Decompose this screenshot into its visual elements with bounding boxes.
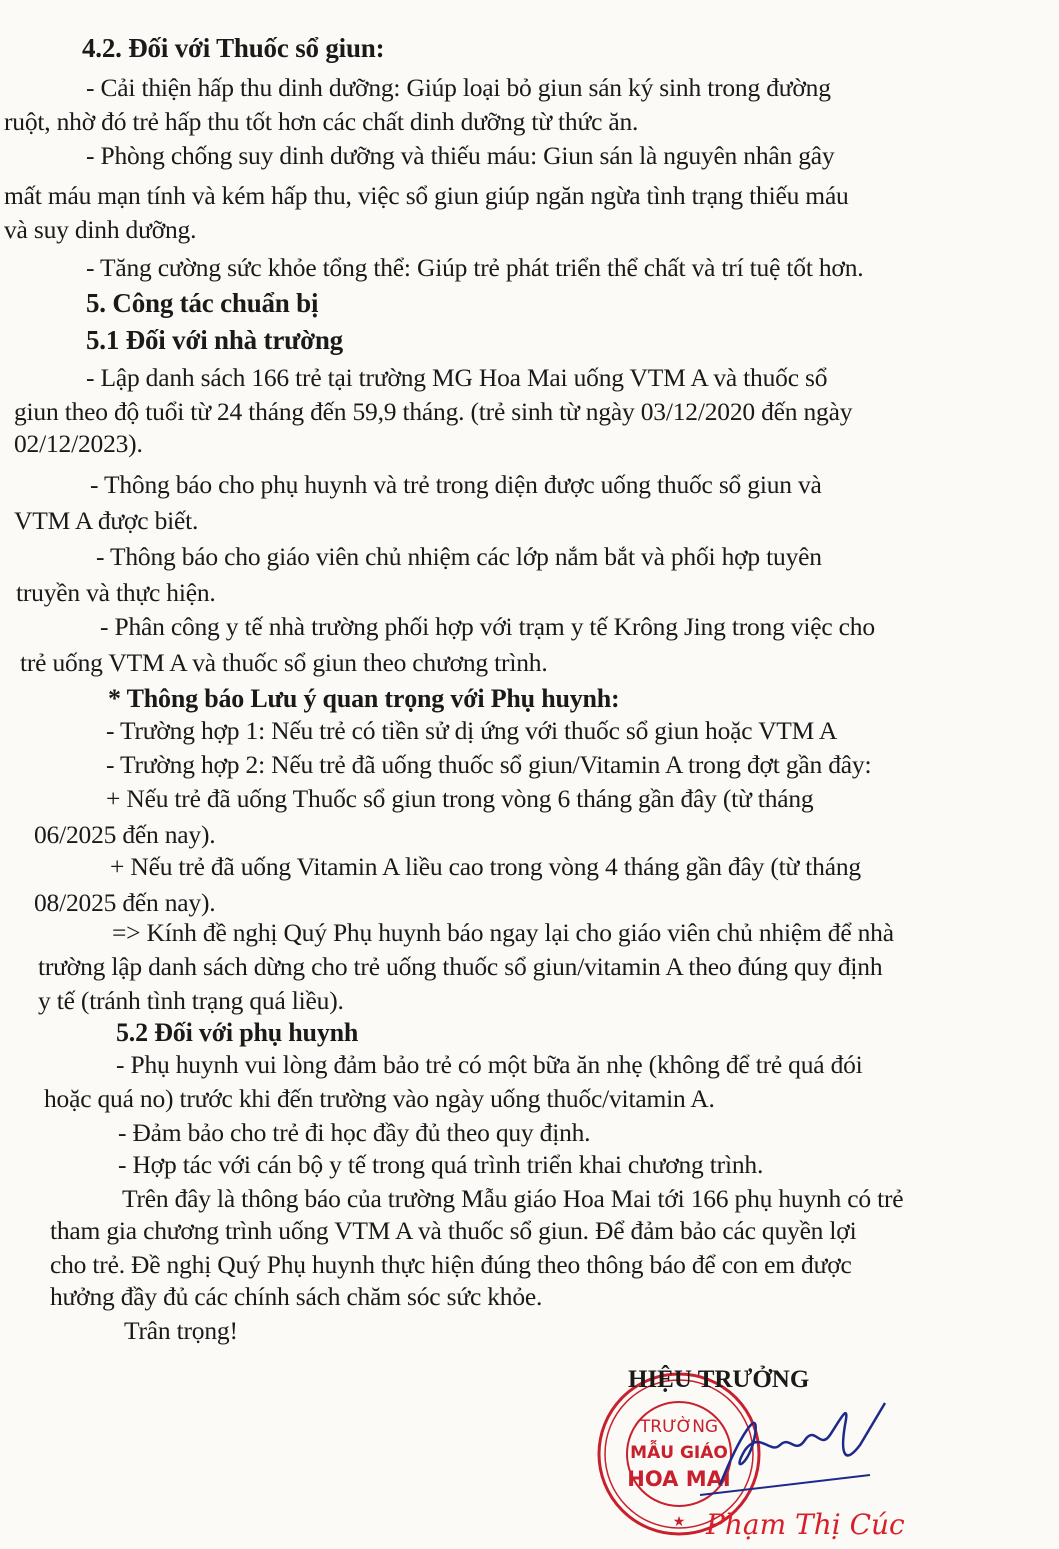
notice-sub-2-cont: 08/2025 đến nay). xyxy=(34,888,216,917)
paragraph-line: mất máu mạn tính và kém hấp thu, việc sổ giun giúp ngăn ngừa tình trạng thiếu máu xyxy=(4,181,849,210)
closing-line: Trên đây là thông báo của trường Mẫu giáo Hoa Mai tới 166 phụ huynh có trẻ xyxy=(122,1184,904,1213)
paragraph-line: và suy dinh dưỡng. xyxy=(4,215,197,244)
notice-request: => Kính đề nghị Quý Phụ huynh báo ngay lại cho giáo viên chủ nhiệm để nhà xyxy=(112,918,894,947)
notice-request-cont: y tế (tránh tình trạng quá liều). xyxy=(38,986,344,1015)
paragraph-line: - Phân công y tế nhà trường phối hợp với trạm y tế Krông Jing trong việc cho xyxy=(100,612,875,641)
paragraph-line: 02/12/2023). xyxy=(14,429,143,458)
paragraph-line: - Thông báo cho phụ huynh và trẻ trong diện được uống thuốc sổ giun và xyxy=(90,470,822,499)
stamp-text-line: MẪU GIÁO xyxy=(630,1443,728,1463)
paragraph-line: - Phòng chống suy dinh dưỡng và thiếu máu: Giun sán là nguyên nhân gây xyxy=(86,141,835,170)
closing-line: cho trẻ. Đề nghị Quý Phụ huynh thực hiện đúng theo thông báo để con em được xyxy=(50,1250,852,1279)
paragraph-line: - Lập danh sách 166 trẻ tại trường MG Hoa Mai uống VTM A và thuốc sổ xyxy=(86,363,828,392)
paragraph-line: ruột, nhờ đó trẻ hấp thu tốt hơn các chất dinh dưỡng từ thức ăn. xyxy=(4,107,639,136)
paragraph-line: VTM A được biết. xyxy=(14,506,199,535)
stamp-text-line: TRƯỜNG xyxy=(639,1417,719,1437)
heading-5-2: 5.2 Đối với phụ huynh xyxy=(116,1018,359,1047)
heading-4-2: 4.2. Đối với Thuốc sổ giun: xyxy=(82,33,385,63)
notice-sub-1: + Nếu trẻ đã uống Thuốc sổ giun trong vòng 6 tháng gần đây (từ tháng xyxy=(106,784,814,813)
signature-underline xyxy=(700,1475,870,1495)
stamp-text-line: HOA MAI xyxy=(627,1467,731,1491)
notice-request-cont: trường lập danh sách dừng cho trẻ uống thuốc sổ giun/vitamin A theo đúng quy định xyxy=(38,952,883,981)
heading-5: 5. Công tác chuẩn bị xyxy=(86,288,319,318)
paragraph-line: - Cải thiện hấp thu dinh dưỡng: Giúp loại bỏ giun sán ký sinh trong đường xyxy=(86,73,831,102)
closing-regards: Trân trọng! xyxy=(124,1316,238,1345)
paragraph-line: truyền và thực hiện. xyxy=(16,578,216,607)
star-icon: ★ xyxy=(672,1515,686,1530)
paragraph-line: - Đảm bảo cho trẻ đi học đầy đủ theo quy định. xyxy=(118,1118,591,1147)
notice-sub-2: + Nếu trẻ đã uống Vitamin A liều cao trong vòng 4 tháng gần đây (từ tháng xyxy=(110,852,861,881)
paragraph-line: trẻ uống VTM A và thuốc sổ giun theo chương trình. xyxy=(20,648,548,677)
notice-case-1: - Trường hợp 1: Nếu trẻ có tiền sử dị ứng với thuốc sổ giun hoặc VTM A xyxy=(106,716,838,745)
closing-line: hưởng đầy đủ các chính sách chăm sóc sức khỏe. xyxy=(50,1282,543,1311)
notice-case-2: - Trường hợp 2: Nếu trẻ đã uống thuốc sổ giun/Vitamin A trong đợt gần đây: xyxy=(106,750,872,779)
signature-stroke xyxy=(720,1403,885,1485)
paragraph-line: - Tăng cường sức khỏe tổng thể: Giúp trẻ phát triển thể chất và trí tuệ tốt hơn. xyxy=(86,253,864,282)
paragraph-line: - Phụ huynh vui lòng đảm bảo trẻ có một bữa ăn nhẹ (không để trẻ quá đói xyxy=(116,1050,863,1079)
paragraph-line: giun theo độ tuổi từ 24 tháng đến 59,9 tháng. (trẻ sinh từ ngày 03/12/2020 đến ngày xyxy=(14,397,853,426)
signatory-title: HIỆU TRƯỞNG xyxy=(628,1366,810,1393)
handwritten-signature xyxy=(700,1395,900,1505)
heading-5-1: 5.1 Đối với nhà trường xyxy=(86,325,343,355)
closing-line: tham gia chương trình uống VTM A và thuốc sổ giun. Để đảm bảo các quyền lợi xyxy=(50,1216,857,1245)
paragraph-line: - Thông báo cho giáo viên chủ nhiệm các lớp nắm bắt và phối hợp tuyên xyxy=(96,542,822,571)
paragraph-line: - Hợp tác với cán bộ y tế trong quá trình triển khai chương trình. xyxy=(118,1150,764,1179)
signer-name: Phạm Thị Cúc xyxy=(706,1508,905,1541)
paragraph-line: hoặc quá no) trước khi đến trường vào ngày uống thuốc/vitamin A. xyxy=(44,1084,715,1113)
notice-heading: * Thông báo Lưu ý quan trọng với Phụ huynh: xyxy=(108,684,620,713)
notice-sub-1-cont: 06/2025 đến nay). xyxy=(34,820,216,849)
